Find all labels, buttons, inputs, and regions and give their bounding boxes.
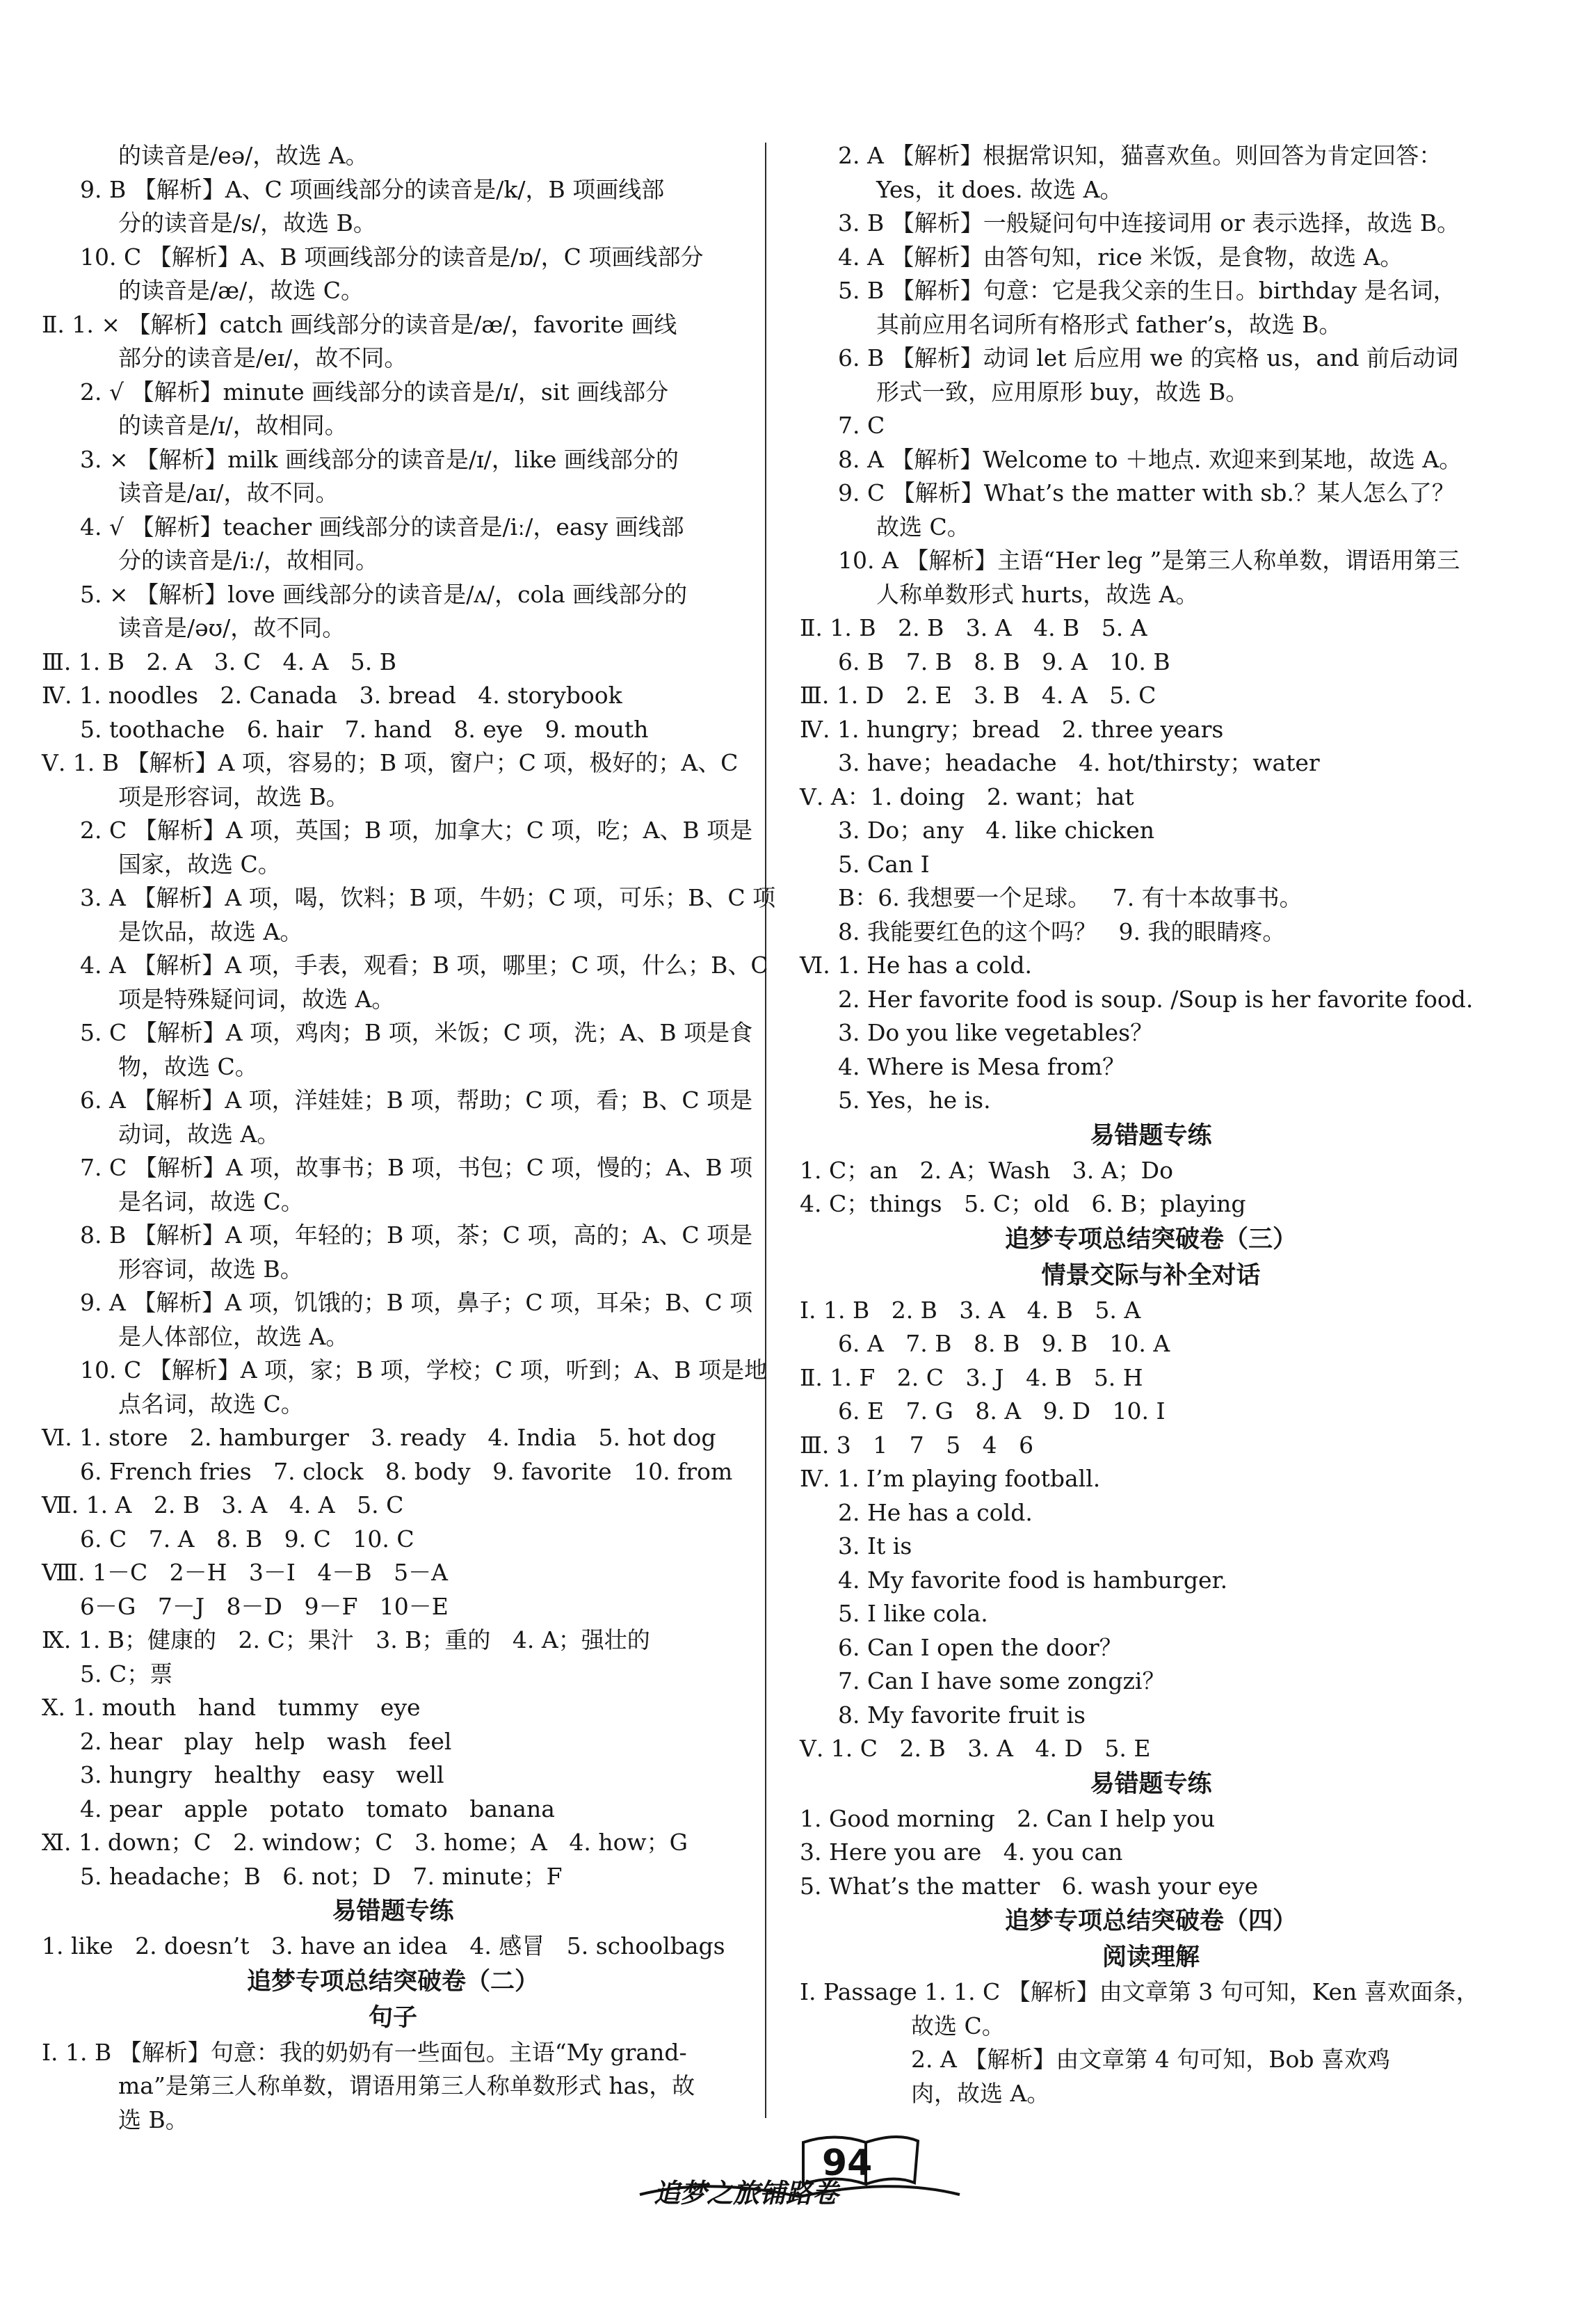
answer-line: 读音是/aɪ/，故不同。: [118, 479, 339, 506]
answer-line: 5. B 【解析】句意：它是我父亲的生日。birthday 是名词，: [838, 277, 1456, 304]
section-heading: 追梦专项总结突破卷（三）: [1004, 1225, 1297, 1253]
answer-line: 读音是/əʊ/，故不同。: [118, 614, 346, 641]
answer-line: 国家，故选 C。: [118, 850, 281, 878]
answer-line: 物，故选 C。: [118, 1052, 258, 1080]
answer-line: 1. Good morning 2. Can I help you: [800, 1804, 1216, 1832]
answer-line: 选 B。: [118, 2106, 188, 2133]
answer-line: 形容词，故选 B。: [118, 1255, 303, 1283]
answer-line: 9. A 【解析】A 项，饥饿的；B 项，鼻子；C 项，耳朵；B、C 项: [80, 1289, 753, 1316]
answer-line: Ⅺ. 1. down；C 2. window；C 3. home；A 4. how；G: [42, 1829, 688, 1856]
answer-line: Ⅰ. 1. B 2. B 3. A 4. B 5. A: [800, 1296, 1141, 1324]
section-heading: 追梦专项总结突破卷（四）: [1004, 1907, 1297, 1935]
answer-line: 7. Can I have some zongzi？: [838, 1667, 1166, 1694]
answer-line: 5. Yes，he is.: [838, 1087, 991, 1114]
answer-line: Ⅹ. 1. mouth hand tummy eye: [42, 1694, 421, 1721]
answer-line: 8. 我能要红色的这个吗？ 9. 我的眼睛疼。: [838, 917, 1286, 945]
answer-line: 肉，故选 A。: [911, 2079, 1050, 2107]
answer-line: 6. B 【解析】动词 let 后应用 we 的宾格 us，and 前后动词: [838, 344, 1459, 371]
answer-line: 分的读音是/iː/，故相同。: [118, 547, 378, 574]
answer-line: 3. Do you like vegetables？: [838, 1019, 1154, 1046]
answer-line: Ⅲ. 1. D 2. E 3. B 4. A 5. C: [800, 682, 1156, 709]
answer-line: Yes，it does. 故选 A。: [876, 175, 1123, 203]
answer-line: 3. It is: [838, 1532, 912, 1560]
answer-line: 形式一致，应用原形 buy，故选 B。: [876, 378, 1249, 406]
answer-line: 3. Here you are 4. you can: [800, 1838, 1123, 1866]
answer-line: 4. √ 【解析】teacher 画线部分的读音是/iː/，easy 画线部: [80, 513, 684, 540]
answer-line: 6. A 【解析】A 项，洋娃娃；B 项，帮助；C 项，看；B、C 项是: [80, 1087, 753, 1114]
answer-line: 3. × 【解析】milk 画线部分的读音是/ɪ/，like 画线部分的: [80, 445, 679, 473]
answer-line: 6. French fries 7. clock 8. body 9. favorite 10. from: [80, 1457, 733, 1485]
answer-line: 3. B 【解析】一般疑问句中连接词用 or 表示选择，故选 B。: [838, 209, 1460, 236]
answer-line: 3. Do；any 4. like chicken: [838, 817, 1154, 844]
answer-line: 9. C 【解析】What’s the matter with sb.？某人怎么了？: [838, 479, 1455, 506]
answer-line: 动词，故选 A。: [118, 1120, 280, 1148]
answer-line: 2. A 【解析】由文章第 4 句可知，Bob 喜欢鸡: [911, 2046, 1391, 2073]
answer-line: Ⅳ. 1. hungry；bread 2. three years: [800, 715, 1224, 743]
answer-line: 3. A 【解析】A 项，喝，饮料；B 项，牛奶；C 项，可乐；B、C 项: [80, 884, 776, 911]
section-heading: 情景交际与补全对话: [1041, 1261, 1261, 1290]
answer-line: 5. toothache 6. hair 7. hand 8. eye 9. mouth: [80, 715, 649, 743]
answer-line: 8. A 【解析】Welcome to ＋地点. 欢迎来到某地，故选 A。: [838, 445, 1462, 473]
answer-line: 人称单数形式 hurts，故选 A。: [876, 580, 1199, 608]
answer-line: 4. C；things 5. C；old 6. B；playing: [800, 1190, 1246, 1217]
answer-line: 10. C 【解析】A、B 项画线部分的读音是/ɒ/，C 项画线部分: [80, 243, 704, 271]
answer-line: 6. Can I open the door？: [838, 1633, 1122, 1661]
answer-line: 是饮品，故选 A。: [118, 917, 303, 945]
answer-line: Ⅰ. Passage 1. 1. C 【解析】由文章第 3 句可知，Ken 喜欢面条，: [800, 1978, 1479, 2005]
answer-line: 的读音是/eə/，故选 A。: [118, 142, 369, 169]
answer-line: 7. C 【解析】A 项，故事书；B 项，书包；C 项，慢的；A、B 项: [80, 1154, 753, 1181]
answer-line: 4. pear apple potato tomato banana: [80, 1795, 555, 1822]
answer-line: 6. A 7. B 8. B 9. B 10. A: [838, 1330, 1170, 1357]
answer-line: 的读音是/æ/，故选 C。: [118, 277, 364, 304]
answer-line: 点名词，故选 C。: [118, 1390, 304, 1418]
answer-line: 项是形容词，故选 B。: [118, 783, 349, 810]
answer-line: Ⅲ. 3 1 7 5 4 6: [800, 1431, 1034, 1459]
answer-line: 2. A 【解析】根据常识知，猫喜欢鱼。则回答为肯定回答：: [838, 142, 1442, 169]
answer-line: 6. E 7. G 8. A 9. D 10. I: [838, 1397, 1166, 1425]
answer-line: 部分的读音是/eɪ/，故不同。: [118, 344, 408, 371]
answer-line: 2. hear play help wash feel: [80, 1727, 452, 1755]
answer-line: 5. I like cola.: [838, 1600, 988, 1627]
page-footer: [626, 2128, 974, 2212]
section-heading: 阅读理解: [1102, 1943, 1200, 1971]
answer-line: 10. C 【解析】A 项，家；B 项，学校；C 项，听到；A、B 项是地: [80, 1356, 768, 1384]
answer-line: 3. have；headache 4. hot/thirsty；water: [838, 749, 1320, 776]
answer-line: 5. Can I: [838, 850, 930, 878]
answer-line: Ⅸ. 1. B；健康的 2. C；果汁 3. B；重的 4. A；强壮的: [42, 1626, 650, 1653]
answer-line: 2. Her favorite food is soup. /Soup is her favorite food.: [838, 985, 1474, 1013]
answer-line: 其前应用名词所有格形式 father’s，故选 B。: [876, 310, 1342, 338]
answer-line: 故选 C。: [911, 2012, 1005, 2039]
answer-line: ma”是第三人称单数，谓语用第三人称单数形式 has，故: [118, 2072, 695, 2099]
answer-line: Ⅱ. 1. B 2. B 3. A 4. B 5. A: [800, 614, 1147, 641]
answer-line: 4. A 【解析】由答句知，rice 米饭，是食物，故选 A。: [838, 243, 1403, 271]
answer-line: 故选 C。: [876, 513, 970, 540]
answer-line: Ⅶ. 1. A 2. B 3. A 4. A 5. C: [42, 1491, 404, 1518]
section-heading: 追梦专项总结突破卷（二）: [246, 1967, 539, 1996]
page-number: 94: [822, 2142, 873, 2184]
column-divider: [765, 143, 766, 2118]
answer-line: 3. hungry healthy easy well: [80, 1761, 444, 1788]
footer-brand: 追梦之旅铺路卷: [654, 2178, 839, 2208]
answer-line: Ⅴ. A：1. doing 2. want；hat: [800, 783, 1134, 810]
answer-line: 2. √ 【解析】minute 画线部分的读音是/ɪ/，sit 画线部分: [80, 378, 669, 406]
answer-line: 1. like 2. doesn’t 3. have an idea 4. 感冒 5. schoolbags: [42, 1932, 725, 1959]
answer-line: 5. headache；B 6. not；D 7. minute；F: [80, 1862, 563, 1890]
answer-line: 4. A 【解析】A 项，手表，观看；B 项，哪里；C 项，什么；B、C: [80, 952, 768, 979]
answer-line: Ⅵ. 1. He has a cold.: [800, 952, 1032, 979]
answer-line: Ⅳ. 1. noodles 2. Canada 3. bread 4. storybook: [42, 682, 622, 709]
answer-line: 6. B 7. B 8. B 9. A 10. B: [838, 648, 1170, 675]
answer-line: Ⅰ. 1. B 【解析】句意：我的奶奶有一些面包。主语“My grand-: [42, 2038, 687, 2066]
answer-line: 6. C 7. A 8. B 9. C 10. C: [80, 1525, 414, 1553]
answer-line: Ⅷ. 1－C 2－H 3－I 4－B 5－A: [42, 1559, 448, 1586]
answer-line: 的读音是/ɪ/，故相同。: [118, 412, 348, 439]
section-heading: 易错题专练: [1090, 1770, 1212, 1798]
answer-line: 9. B 【解析】A、C 项画线部分的读音是/k/，B 项画线部: [80, 175, 665, 203]
answer-line: 项是特殊疑问词，故选 A。: [118, 985, 395, 1013]
answer-line: Ⅵ. 1. store 2. hamburger 3. ready 4. India 5. hot dog: [42, 1424, 716, 1451]
answer-line: 4. Where is Mesa from？: [838, 1052, 1126, 1080]
answer-line: 5. C 【解析】A 项，鸡肉；B 项，米饭；C 项，洗；A、B 项是食: [80, 1019, 753, 1046]
answer-line: Ⅲ. 1. B 2. A 3. C 4. A 5. B: [42, 648, 396, 675]
answer-line: 是名词，故选 C。: [118, 1187, 304, 1215]
answer-line: 5. C；票: [80, 1660, 173, 1687]
left-answer-column: [42, 139, 776, 2137]
answer-line: 分的读音是/s/，故选 B。: [118, 209, 376, 236]
section-heading: 句子: [368, 2003, 417, 2032]
answer-line: Ⅱ. 1. F 2. C 3. J 4. B 5. H: [800, 1363, 1143, 1391]
answer-line: 1. C；an 2. A；Wash 3. A；Do: [800, 1156, 1173, 1184]
answer-line: 2. He has a cold.: [838, 1498, 1033, 1526]
answer-line: 6－G 7－J 8－D 9－F 10－E: [80, 1592, 449, 1620]
section-heading: 易错题专练: [1090, 1121, 1212, 1150]
answer-line: 5. × 【解析】love 画线部分的读音是/ʌ/，cola 画线部分的: [80, 580, 688, 608]
right-answer-column: [800, 139, 1502, 2110]
section-heading: 易错题专练: [332, 1898, 454, 1925]
answer-line: 7. C: [838, 412, 885, 439]
answer-line: Ⅳ. 1. I’m playing football.: [800, 1465, 1101, 1492]
answer-line: Ⅴ. 1. C 2. B 3. A 4. D 5. E: [800, 1735, 1151, 1762]
answer-line: B：6. 我想要一个足球。 7. 有十本故事书。: [838, 884, 1303, 911]
answer-line: 8. My favorite fruit is: [838, 1701, 1086, 1729]
answer-line: Ⅴ. 1. B 【解析】A 项，容易的；B 项，窗户；C 项，极好的；A、C: [42, 749, 739, 776]
answer-line: 2. C 【解析】A 项，英国；B 项，加拿大；C 项，吃；A、B 项是: [80, 817, 753, 844]
answer-line: 4. My favorite food is hamburger.: [838, 1566, 1228, 1594]
answer-line: Ⅱ. 1. × 【解析】catch 画线部分的读音是/æ/，favorite 画线: [42, 310, 677, 338]
answer-line: 10. A 【解析】主语“Her leg ”是第三人称单数，谓语用第三: [838, 547, 1460, 574]
answer-line: 是人体部位，故选 A。: [118, 1322, 349, 1350]
answer-line: 8. B 【解析】A 项，年轻的；B 项，茶；C 项，高的；A、C 项是: [80, 1221, 753, 1249]
answer-line: 5. What’s the matter 6. wash your eye: [800, 1872, 1259, 1900]
